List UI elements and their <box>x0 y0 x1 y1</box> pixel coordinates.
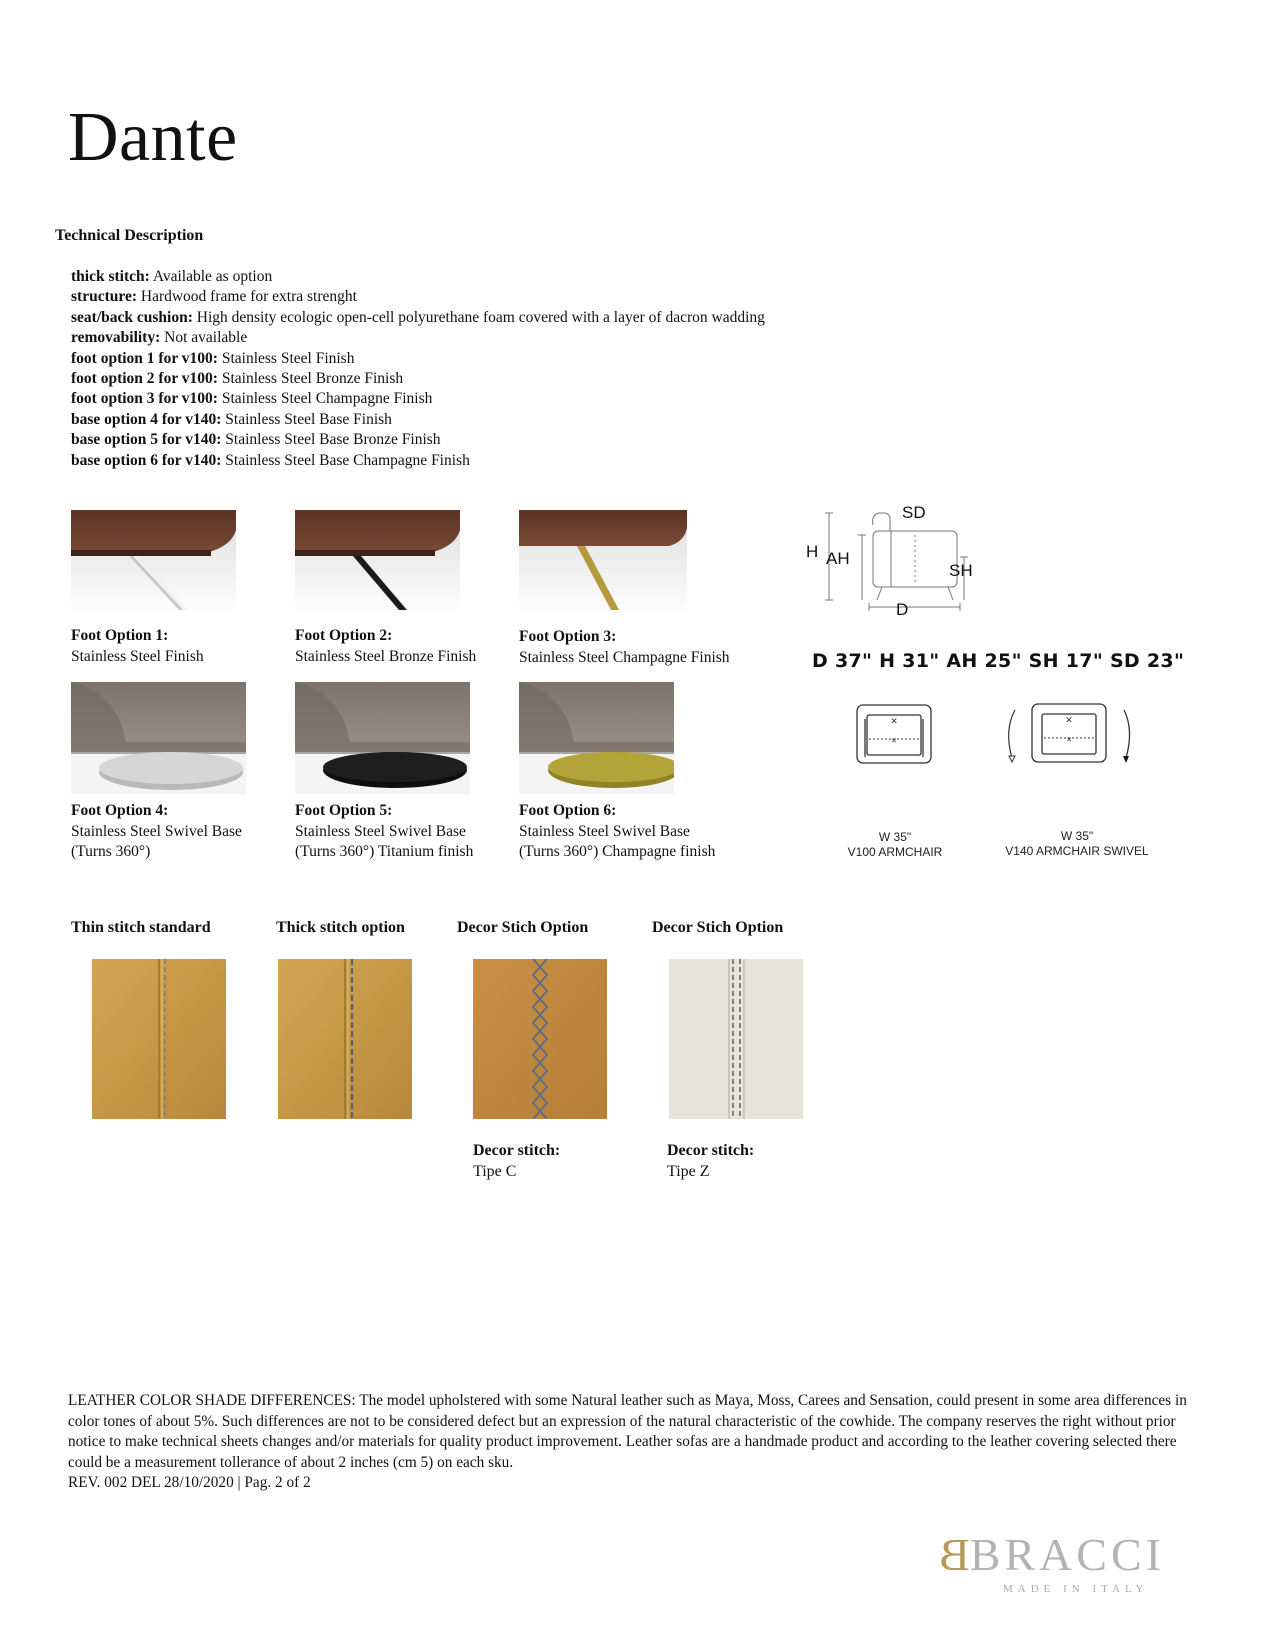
foot-option-text: (Turns 360°) <box>71 843 151 860</box>
stitch-heading: Decor Stich Option <box>457 919 589 936</box>
decor-stitch-c-caption <box>473 1140 560 1182</box>
decor-type: Tipe Z <box>667 1163 710 1180</box>
foot-option-text: Stainless Steel Swivel Base <box>71 822 242 840</box>
decor-label: Decor stitch: <box>667 1142 755 1159</box>
spec-row <box>71 389 765 409</box>
spec-value: Stainless Steel Champagne Finish <box>221 390 433 408</box>
foot-option-6-image <box>519 682 674 794</box>
decor-stitch-c-swatch <box>473 959 607 1119</box>
foot-option-text: (Turns 360°) Champagne finish <box>519 843 716 860</box>
foot-option-4-image <box>71 682 246 794</box>
spec-label: seat/back cushion: <box>71 308 193 326</box>
v140-plan-caption <box>992 829 1162 859</box>
foot-option-text: Stainless Steel Finish <box>71 647 204 665</box>
svg-text:✕: ✕ <box>891 737 897 745</box>
spec-label: base option 5 for v140: <box>71 431 222 449</box>
plan-width: W 35" <box>1060 829 1094 843</box>
spec-value: Stainless Steel Bronze Finish <box>221 370 404 388</box>
foot-option-3-image <box>519 510 687 615</box>
spec-value: Not available <box>164 329 248 347</box>
logo-word: BRACCI <box>969 1529 1165 1580</box>
spec-value: Stainless Steel Base Finish <box>225 410 392 428</box>
stitch-heading: Thick stitch option <box>276 919 405 936</box>
footer <box>68 1391 1203 1494</box>
v100-plan-caption <box>830 830 960 860</box>
foot-option-3-caption <box>519 627 730 668</box>
spec-value: Stainless Steel Base Champagne Finish <box>225 451 470 469</box>
spec-label: structure: <box>71 288 137 306</box>
thin-stitch-swatch <box>92 959 226 1119</box>
brand-tagline: MADE IN ITALY <box>1003 1583 1149 1595</box>
thick-stitch-swatch <box>278 959 412 1119</box>
foot-option-label: Foot Option 3: <box>519 628 617 645</box>
stitch-heading: Thin stitch standard <box>71 919 211 936</box>
spec-row <box>71 451 765 471</box>
section-heading: Technical Description <box>55 227 204 244</box>
svg-text:✕: ✕ <box>1065 716 1073 726</box>
brand-logo <box>935 1528 1165 1581</box>
page-title: Dante <box>68 99 238 176</box>
foot-option-label: Foot Option 2: <box>295 627 393 644</box>
foot-option-5-caption <box>295 801 473 863</box>
spec-row <box>71 410 765 430</box>
v100-plan-diagram <box>855 703 933 765</box>
spec-row <box>71 287 765 307</box>
spec-value: Hardwood frame for extra strenght <box>140 288 357 306</box>
dim-label-sh: SH <box>949 561 973 580</box>
foot-option-label: Foot Option 5: <box>295 802 393 819</box>
foot-option-label: Foot Option 4: <box>71 802 169 819</box>
decor-label: Decor stitch: <box>473 1142 561 1159</box>
spec-value: Available as option <box>152 268 273 285</box>
foot-option-1-image <box>71 510 236 615</box>
logo-mark: B <box>935 1529 970 1580</box>
spec-value: Stainless Steel Base Bronze Finish <box>225 431 441 449</box>
spec-label: thick stitch: <box>71 268 150 285</box>
spec-value: Stainless Steel Finish <box>221 349 355 367</box>
foot-option-label: Foot Option 6: <box>519 802 617 819</box>
spec-row <box>71 308 765 328</box>
foot-option-label: Foot Option 1: <box>71 627 169 644</box>
leather-notice: LEATHER COLOR SHADE DIFFERENCES: The model upholstered with some Natural leather such as Maya, Moss, Carees and Sensation, could present in some area differences in color tones of about 5%. Such differences are not to be considered defect but an expression of the natural characteristic of the cowhide. The company reserves the right without prior notice to make technical sheets changes and/or materials for quality product improvement. Leather sofas are a handmade product and according to the leather covering selected there could be a measurement tollerance of about 2 inches (cm 5) on each sku. <box>68 1392 1187 1471</box>
foot-option-text: Stainless Steel Bronze Finish <box>295 647 477 665</box>
spec-label: foot option 1 for v100: <box>71 349 218 367</box>
spec-value: High density ecologic open-cell polyurethane foam covered with a layer of dacron wadding <box>196 308 765 326</box>
foot-option-4-caption <box>71 801 242 863</box>
revision-line: REV. 002 DEL 28/10/2020 | Pag. 2 of 2 <box>68 1474 311 1492</box>
decor-type: Tipe C <box>473 1163 517 1180</box>
spec-row <box>71 328 765 348</box>
spec-row <box>71 349 765 369</box>
foot-option-1-caption <box>71 626 204 667</box>
svg-text:✕: ✕ <box>1066 736 1072 744</box>
plan-name: V140 ARMCHAIR SWIVEL <box>1005 844 1149 858</box>
foot-option-5-image <box>295 682 470 794</box>
svg-text:✕: ✕ <box>890 717 898 727</box>
stitch-heading: Decor Stich Option <box>652 919 784 936</box>
spec-row <box>71 430 765 450</box>
spec-label: base option 4 for v140: <box>71 410 222 428</box>
v140-plan-diagram <box>1000 700 1140 770</box>
dim-label-sd: SD <box>902 503 926 522</box>
spec-list <box>71 267 765 471</box>
foot-option-text: Stainless Steel Champagne Finish <box>519 648 730 666</box>
spec-label: removability: <box>71 329 161 347</box>
foot-option-text: (Turns 360°) Titanium finish <box>295 843 474 860</box>
plan-name: V100 ARMCHAIR <box>847 845 943 859</box>
decor-stitch-z-swatch <box>669 959 803 1119</box>
foot-option-text: Stainless Steel Swivel Base <box>295 822 466 840</box>
plan-width: W 35" <box>878 830 912 844</box>
foot-option-6-caption <box>519 801 715 863</box>
decor-stitch-z-caption <box>667 1140 754 1182</box>
dim-label-ah: AH <box>826 549 850 568</box>
spec-label: foot option 2 for v100: <box>71 370 218 388</box>
dimensions-text: D 37" H 31" AH 25" SH 17" SD 23" <box>812 650 1185 672</box>
foot-option-text: Stainless Steel Swivel Base <box>519 822 690 840</box>
foot-option-2-image <box>295 510 460 615</box>
dim-label-h: H <box>806 542 819 561</box>
spec-row <box>71 267 765 287</box>
spec-label: foot option 3 for v100: <box>71 390 218 408</box>
spec-label: base option 6 for v140: <box>71 451 222 469</box>
foot-option-2-caption <box>295 626 476 667</box>
dim-label-d: D <box>896 600 909 619</box>
spec-row <box>71 369 765 389</box>
